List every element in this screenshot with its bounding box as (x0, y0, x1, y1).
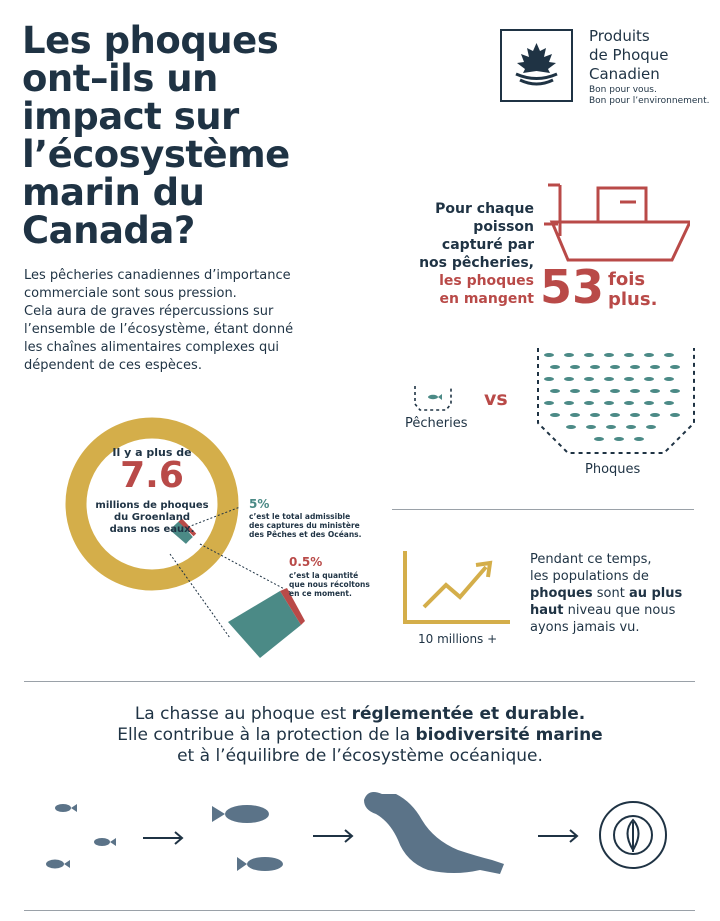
page-title (22, 19, 352, 252)
food-chain-illustration (30, 780, 696, 880)
seals-net-icon (535, 345, 697, 460)
logo-tagline-line: Bon pour l’environnement. (589, 96, 710, 106)
fish-icon (650, 413, 660, 417)
bottom-bold: biodiversité marine (415, 725, 603, 745)
fish-icon (566, 425, 576, 429)
fish-icon (650, 389, 660, 393)
fish-icon (544, 353, 554, 357)
fish-icon (604, 401, 614, 405)
logo-name-line: Canadien (589, 65, 660, 83)
half-percent-line: en ce moment. (289, 589, 352, 598)
title-line: l’écosystème (22, 133, 290, 176)
fish-icon (664, 353, 674, 357)
logo-name-line: de Phoque (589, 46, 669, 64)
fish-icon (544, 401, 554, 405)
bottom-heading (40, 704, 680, 767)
fish-icon (550, 413, 560, 417)
growth-bold: haut (530, 603, 564, 618)
fish-icon (594, 437, 604, 441)
five-percent-line: des captures du ministère (249, 521, 360, 530)
growth-line (530, 602, 705, 619)
fishing-boat-icon (540, 180, 690, 266)
half-percent-label: 0.5% (289, 555, 323, 569)
fish-icon (644, 377, 654, 381)
donut-caption-line: millions de phoques (95, 500, 209, 511)
logo-name-line: Produits (589, 27, 650, 45)
half-percent-description (289, 571, 399, 598)
boat-stat-line: poisson (473, 219, 534, 235)
logo (500, 29, 573, 102)
intro-line: dépendent de ces espèces. (24, 358, 202, 373)
fish-icon (624, 401, 634, 405)
bottom-line (40, 725, 680, 746)
boat-stat-line: Pour chaque (435, 201, 534, 217)
donut-value: 7.6 (120, 455, 184, 496)
donut-intro: Il y a plus de (112, 446, 192, 459)
intro-line: commerciale sont sous pression. (24, 286, 237, 301)
fish-icon (584, 353, 594, 357)
growth-bold: au plus (628, 586, 683, 601)
fish-icon (590, 389, 600, 393)
growth-text (530, 551, 705, 636)
fish-icon (630, 413, 640, 417)
half-percent-line: que nous récoltons (289, 580, 370, 589)
fish-icon (630, 389, 640, 393)
intro-line: Cela aura de graves répercussions sur (24, 304, 274, 319)
fish-icon (550, 389, 560, 393)
fish-icon (650, 365, 660, 369)
fish-icon (664, 401, 674, 405)
bottom-span: Elle contribue à la protection de la (117, 725, 416, 745)
divider (24, 910, 695, 911)
bottom-line (40, 704, 680, 725)
fish-icon (644, 353, 654, 357)
divider (24, 681, 695, 682)
fish-icon (544, 377, 554, 381)
ratio-number: 53 (540, 260, 605, 314)
growth-line: Pendant ce temps, (530, 552, 652, 567)
five-percent-label: 5% (249, 497, 270, 511)
fish-icon (664, 377, 674, 381)
five-percent-line: des Pêches et des Océans. (249, 530, 362, 539)
donut-caption-line: dans nos eaux. (109, 524, 195, 535)
growth-chart-icon (402, 549, 512, 625)
fish-icon (550, 365, 560, 369)
fish-icon (646, 425, 656, 429)
fish-icon (584, 401, 594, 405)
fish-icon (610, 365, 620, 369)
growth-span: sont (592, 586, 629, 601)
boat-stat-line: nos pêcheries, (419, 255, 534, 271)
fish-icon (624, 377, 634, 381)
ratio-suffix (608, 270, 657, 310)
bottom-line: et à l’équilibre de l’écosystème océanique. (177, 746, 543, 766)
fish-icon (564, 353, 574, 357)
logo-name (589, 27, 669, 84)
small-fish-icon (46, 860, 70, 869)
seals-label: Phoques (585, 462, 641, 477)
growth-span: niveau que nous (563, 603, 676, 618)
fish-icon (626, 425, 636, 429)
logo-tagline-line: Bon pour vous. (589, 85, 657, 95)
ratio-suffix-line: plus. (608, 289, 658, 310)
fish-icon (584, 377, 594, 381)
fish-icon (570, 413, 580, 417)
growth-line (530, 585, 705, 602)
growth-line: ayons jamais vu. (530, 620, 640, 635)
fisheries-label: Pêcheries (405, 416, 468, 431)
fish-icon (670, 365, 680, 369)
fish-icon (670, 413, 680, 417)
vs-label: vs (484, 388, 508, 410)
growth-axis-label: 10 millions + (418, 632, 498, 646)
bottom-bold: réglementée et durable. (351, 704, 586, 724)
title-line: Canada? (22, 209, 195, 252)
fish-icon (564, 401, 574, 405)
logo-tagline (589, 85, 710, 107)
ratio-suffix-line: fois (608, 269, 646, 290)
intro-line: l’ensemble de l’écosystème, étant donné (24, 322, 294, 337)
fish-icon (570, 365, 580, 369)
boat-stat-line: capturé par (441, 237, 534, 253)
medium-fish-icon (237, 857, 283, 871)
fish-icon (564, 377, 574, 381)
growth-bold: phoques (530, 586, 593, 601)
fish-icon (630, 365, 640, 369)
small-fish-icon (55, 804, 77, 812)
title-line: impact sur (22, 95, 239, 138)
small-fish-icon (94, 838, 116, 846)
medium-fish-icon (212, 805, 269, 823)
fish-icon (570, 389, 580, 393)
fish-icon (610, 413, 620, 417)
divider (392, 509, 694, 510)
boat-stat-red-line: les phoques (439, 273, 534, 289)
seal-icon (364, 792, 504, 874)
boat-stat-text (388, 200, 534, 308)
boat-stat-red-line: en mangent (439, 291, 534, 307)
five-percent-line: c’est le total admissible (249, 512, 351, 521)
maple-leaf-logo-icon (502, 31, 571, 100)
half-percent-line: c’est la quantité (289, 571, 359, 580)
intro-line: les chaînes alimentaires complexes qui (24, 340, 280, 355)
fish-icon (634, 437, 644, 441)
donut-caption (88, 500, 216, 536)
title-line: Les phoques (22, 19, 279, 62)
fish-icon (606, 425, 616, 429)
bottom-span: La chasse au phoque est (134, 704, 352, 724)
donut-caption-line: du Groenland (113, 512, 191, 523)
fisheries-net-icon (412, 384, 454, 414)
fish-icon (604, 353, 614, 357)
fish-icon (670, 389, 680, 393)
fish-icon (604, 377, 614, 381)
fish-icon (614, 437, 624, 441)
title-line: marin du (22, 171, 205, 214)
intro-line: Les pêcheries canadiennes d’importance (24, 268, 291, 283)
five-percent-description (249, 512, 389, 539)
fish-icon (586, 425, 596, 429)
fish-icon (624, 353, 634, 357)
fish-icon (644, 401, 654, 405)
title-line: ont–ils un (22, 57, 218, 100)
growth-line: les populations de (530, 569, 649, 584)
fish-icon (590, 365, 600, 369)
fish-icon (590, 413, 600, 417)
fish-icon (610, 389, 620, 393)
intro-paragraph (24, 267, 344, 375)
